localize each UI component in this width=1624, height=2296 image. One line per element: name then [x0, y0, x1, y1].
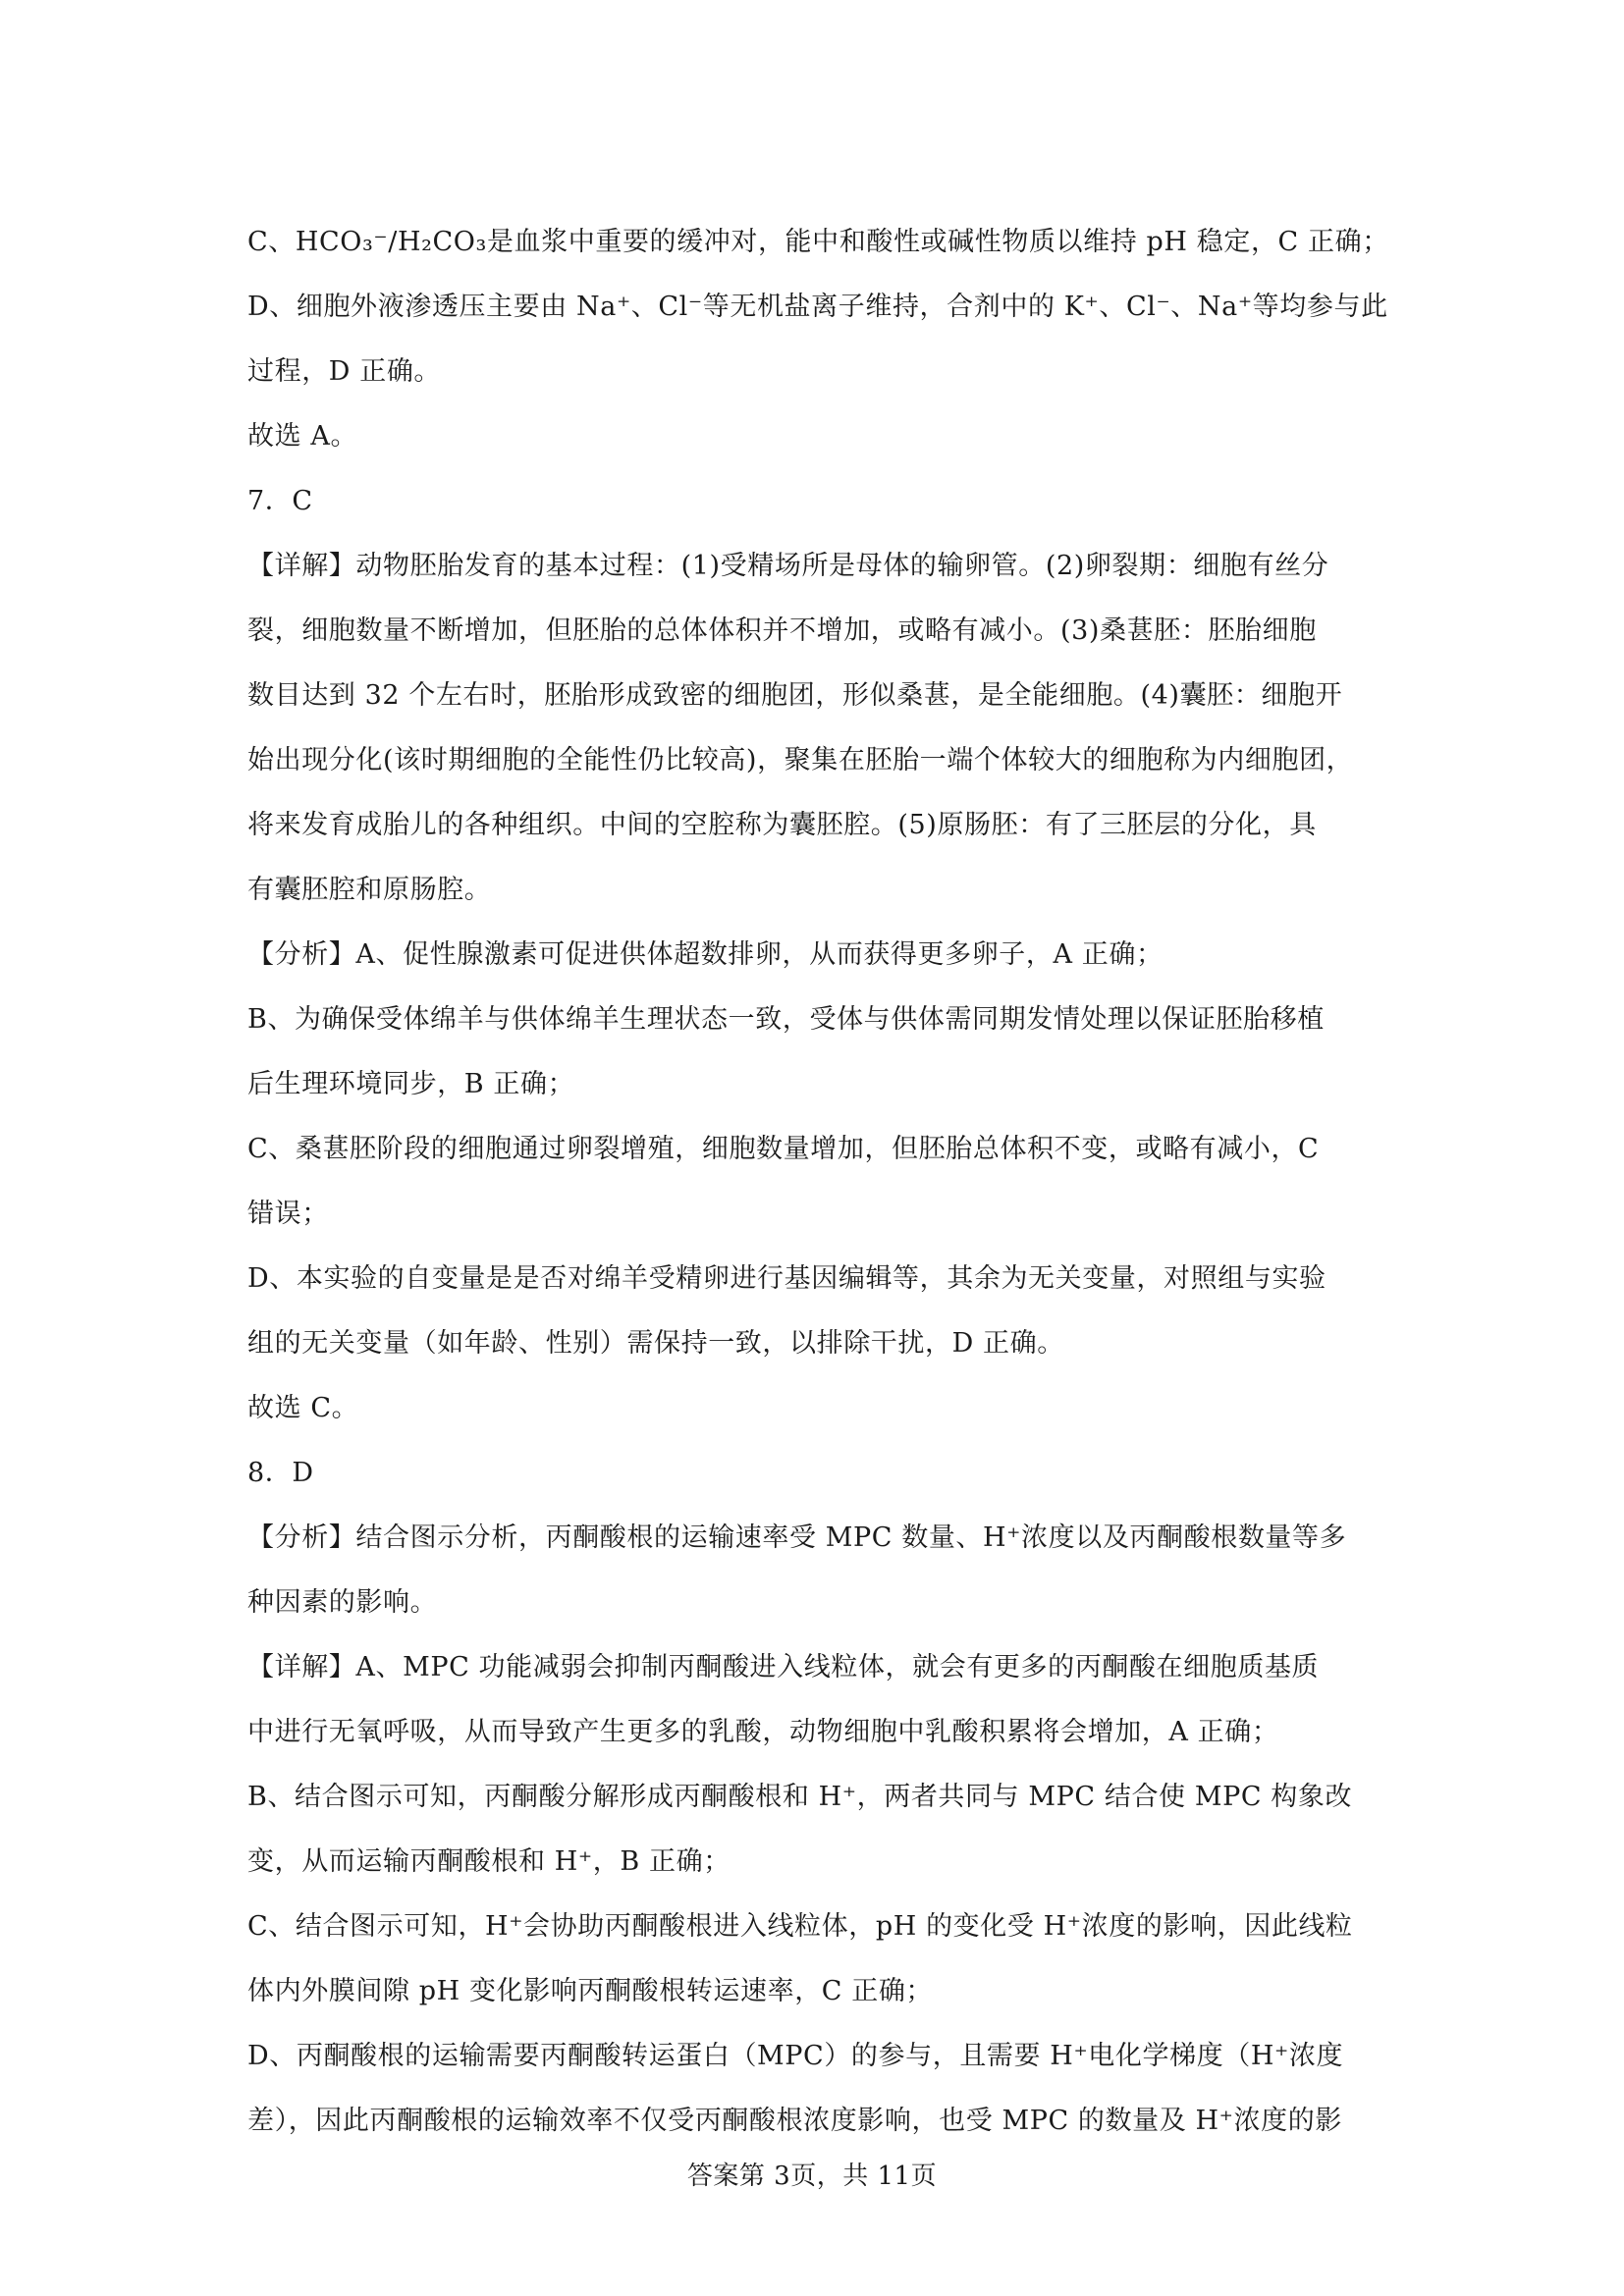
text-line: B、结合图示可知，丙酮酸分解形成丙酮酸根和 H⁺，两者共同与 MPC 结合使 MPC 构象改	[247, 1782, 1353, 1812]
text-line: D、丙酮酸根的运输需要丙酮酸转运蛋白（MPC）的参与，且需要 H⁺电化学梯度（H⁺浓度	[247, 2041, 1344, 2071]
text-line: B、为确保受体绵羊与供体绵羊生理状态一致，受体与供体需同期发情处理以保证胚胎移植	[247, 1004, 1325, 1035]
text-line: 【详解】动物胚胎发育的基本过程：(1)受精场所是母体的输卵管。(2)卵裂期：细胞有丝分	[247, 551, 1329, 581]
page-footer: 答案第 3页，共 11页	[686, 2162, 938, 2191]
text-line: 过程，D 正确。	[247, 356, 442, 387]
text-line: 后生理环境同步，B 正确；	[247, 1069, 575, 1099]
text-line: 故选 C。	[247, 1393, 359, 1423]
text-line: D、细胞外液渗透压主要由 Na⁺、Cl⁻等无机盐离子维持，合剂中的 K⁺、Cl⁻、Na⁺等均参与此	[247, 292, 1388, 322]
text-line: 【分析】A、促性腺激素可促进供体超数排卵，从而获得更多卵子，A 正确；	[247, 939, 1164, 970]
text-line: 故选 A。	[247, 421, 358, 452]
text-line: 变，从而运输丙酮酸根和 H⁺，B 正确；	[247, 1846, 731, 1877]
text-line: 裂，细胞数量不断增加，但胚胎的总体体积并不增加，或略有减小。(3)桑葚胚：胚胎细胞	[247, 615, 1317, 646]
text-line: 组的无关变量（如年龄、性别）需保持一致，以排除干扰，D 正确。	[247, 1328, 1064, 1359]
text-line: 有囊胚腔和原肠腔。	[247, 875, 492, 905]
text-line: D、本实验的自变量是是否对绵羊受精卵进行基因编辑等，其余为无关变量，对照组与实验	[247, 1263, 1326, 1294]
text-line: C、桑葚胚阶段的细胞通过卵裂增殖，细胞数量增加，但胚胎总体积不变，或略有减小，C	[247, 1134, 1320, 1164]
question-number: 8．D	[247, 1458, 314, 1488]
answer-text-body	[247, 210, 1406, 2154]
text-line: 错误；	[247, 1199, 329, 1229]
text-line: 体内外膜间隙 pH 变化影响丙酮酸根转运速率，C 正确；	[247, 1976, 934, 2006]
text-line: 中进行无氧呼吸，从而导致产生更多的乳酸，动物细胞中乳酸积累将会增加，A 正确；	[247, 1717, 1279, 1747]
text-line: 种因素的影响。	[247, 1587, 438, 1618]
question-number: 7．C	[247, 486, 313, 516]
text-line: 数目达到 32 个左右时，胚胎形成致密的细胞团，形似桑葚，是全能细胞。(4)囊胚：细胞开	[247, 680, 1343, 711]
text-line: 【分析】结合图示分析，丙酮酸根的运输速率受 MPC 数量、H⁺浓度以及丙酮酸根数量等多	[247, 1522, 1347, 1553]
text-line: C、结合图示可知，H⁺会协助丙酮酸根进入线粒体，pH 的变化受 H⁺浓度的影响，因此线粒	[247, 1911, 1353, 1942]
text-line: 始出现分化(该时期细胞的全能性仍比较高)，聚集在胚胎一端个体较大的细胞称为内细胞团，	[247, 745, 1354, 775]
text-line: C、HCO₃⁻/H₂CO₃是血浆中重要的缓冲对，能中和酸性或碱性物质以维持 pH 稳定，C 正确；	[247, 227, 1389, 257]
text-line: 将来发育成胎儿的各种组织。中间的空腔称为囊胚腔。(5)原肠胚：有了三胚层的分化，具	[247, 810, 1317, 840]
text-line: 差），因此丙酮酸根的运输效率不仅受丙酮酸根浓度影响，也受 MPC 的数量及 H⁺浓度的影	[247, 2106, 1342, 2136]
text-line: 【详解】A、MPC 功能减弱会抑制丙酮酸进入线粒体，就会有更多的丙酮酸在细胞质基质	[247, 1652, 1320, 1682]
